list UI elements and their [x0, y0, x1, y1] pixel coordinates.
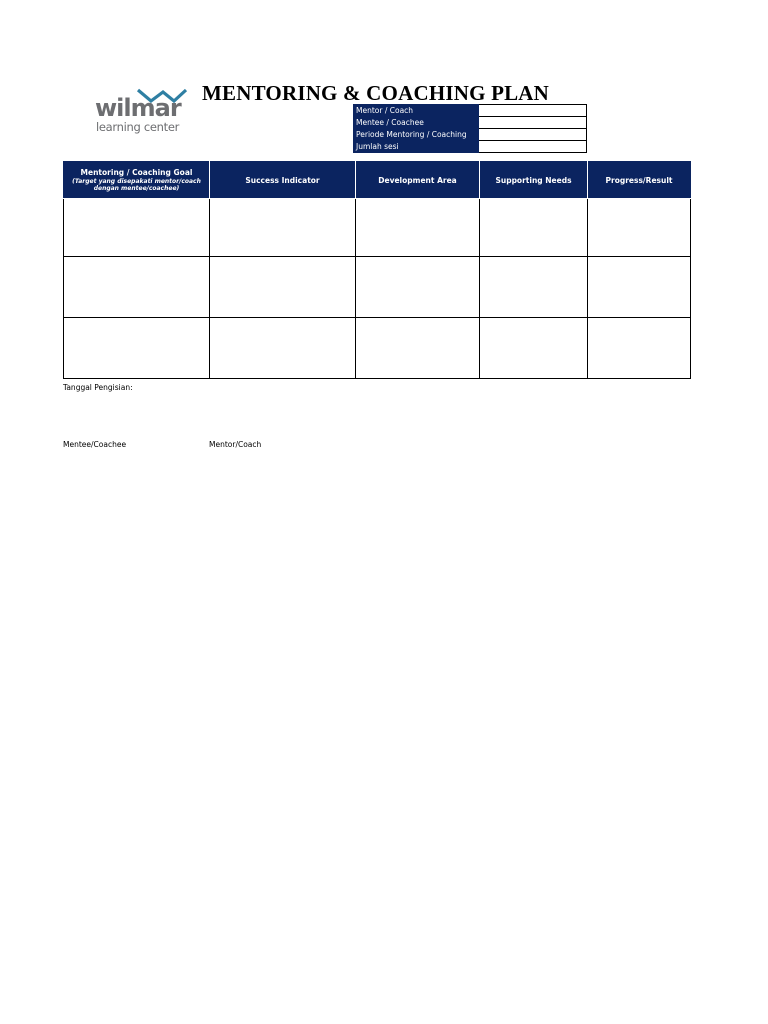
table-cell[interactable] — [64, 257, 210, 318]
table-cell[interactable] — [356, 199, 480, 257]
table-cell[interactable] — [210, 257, 356, 318]
plan-header-row — [64, 162, 691, 199]
table-cell[interactable] — [64, 318, 210, 379]
info-label-mentee: Mentee / Coachee — [354, 117, 479, 129]
info-table — [353, 104, 587, 153]
sessions-field[interactable] — [479, 141, 587, 153]
table-cell[interactable] — [64, 199, 210, 257]
col-header-supporting-needs: Supporting Needs — [480, 162, 588, 199]
col-header-goal-label: Mentoring / Coaching Goal — [80, 168, 193, 177]
col-header-success-indicator: Success Indicator — [210, 162, 356, 199]
table-cell[interactable] — [210, 318, 356, 379]
table-row — [64, 257, 691, 318]
table-cell[interactable] — [480, 318, 588, 379]
table-cell[interactable] — [480, 199, 588, 257]
period-field[interactable] — [479, 129, 587, 141]
col-header-progress-result: Progress/Result — [588, 162, 691, 199]
col-header-goal-note: (Target yang disepakati mentor/coach dengan mentee/coachee) — [72, 178, 201, 192]
col-header-development-area: Development Area — [356, 162, 480, 199]
table-cell[interactable] — [356, 318, 480, 379]
page-title: MENTORING & COACHING PLAN — [202, 81, 550, 105]
date-label: Tanggal Pengisian: — [63, 383, 133, 392]
table-cell[interactable] — [356, 257, 480, 318]
mentee-field[interactable] — [479, 117, 587, 129]
table-row — [64, 199, 691, 257]
mentor-signature-label: Mentor/Coach — [209, 440, 262, 449]
table-cell[interactable] — [588, 318, 691, 379]
mentee-signature-label: Mentee/Coachee — [63, 440, 127, 449]
info-row — [354, 117, 587, 129]
logo-wordmark: wilmar — [95, 94, 181, 122]
info-label-period: Periode Mentoring / Coaching — [354, 129, 479, 141]
info-label-mentor: Mentor / Coach — [354, 105, 479, 117]
info-row — [354, 105, 587, 117]
mentor-field[interactable] — [479, 105, 587, 117]
plan-table — [63, 161, 691, 379]
info-row — [354, 141, 587, 153]
wilmar-logo — [95, 88, 205, 138]
table-cell[interactable] — [588, 257, 691, 318]
table-cell[interactable] — [588, 199, 691, 257]
table-cell[interactable] — [480, 257, 588, 318]
info-label-sessions: Jumlah sesi — [354, 141, 479, 153]
info-row — [354, 129, 587, 141]
col-header-goal — [64, 162, 210, 199]
table-cell[interactable] — [210, 199, 356, 257]
table-row — [64, 318, 691, 379]
logo-subtitle: learning center — [96, 120, 180, 134]
